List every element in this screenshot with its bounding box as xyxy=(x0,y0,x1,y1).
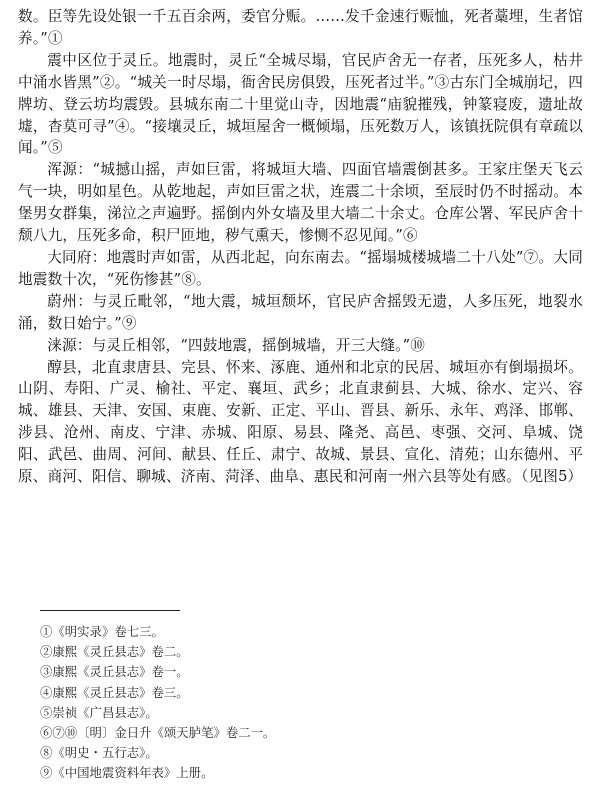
paragraph-1: 数。臣等先设处银一千五百余两，委官分赈。……发千金速行赈恤，死者藁埋，生者馆养。”① xyxy=(18,8,583,47)
main-text xyxy=(18,6,583,488)
footnote-6: ⑥⑦⑩〔明〕金日升《颂天胪笔》卷二一。 xyxy=(40,725,276,741)
footnote-8: ⑨《中国地震资料年表》上册。 xyxy=(40,765,214,781)
paragraph-4: 大同府：地震时声如雷，从西北起，向东南去。“摇塌城楼城墙二十八处”⑦。大同地震数十次，“死伤惨甚”⑧。 xyxy=(18,248,583,288)
paragraph-2: 震中区位于灵丘。地震时，灵丘“全城尽塌，官民庐舍无一存者，压死多人，枯井中涌水皆黑”②。“城关一时尽塌，衙舍民房俱毁，压死者过半。”③古东门全城崩圮，四牌坊、登云坊均震毁。县城东南二十里觉山寺，因地震“庙貌摧残，钟篆寝废，遗址故墟，杳莫可寻”④。“接壤灵丘，城垣屋舍一概倾塌，压死数万人，该镇抚院俱有章疏以闻。”⑤ xyxy=(18,51,583,157)
footnote-divider xyxy=(40,610,180,611)
footnote-4: ④康熙《灵丘县志》卷三。 xyxy=(40,684,189,700)
paragraph-6: 涞源：与灵丘相邻，“四鼓地震，摇倒城墙，开三大缝。”⑩ xyxy=(47,336,426,354)
footnote-1: ①《明实录》卷七三。 xyxy=(40,624,164,639)
paragraph-5: 蔚州：与灵丘毗邻，“地大震，城垣颓坏，官民庐舍摇毁无遗，人多压死，地裂水涌，数日始宁。”⑨ xyxy=(18,292,583,332)
paragraph-3: 浑源：“城撼山摇，声如巨雷，将城垣大墙、四面官墙震倒甚多。王家庄堡天飞云气一块，明如星色。从乾地起，声如巨雷之状，连震二十余顷，至辰时仍不时摇动。本堡男女群集，涕泣之声遍野。摇倒内外女墙及里大墙二十余丈。仓库公署、军民庐舍十颓八九，压死多命，积尸匝地，秽气熏天，惨恻不忍见闻。”⑥ xyxy=(18,161,583,245)
footnote-2: ②康熙《灵丘县志》卷二。 xyxy=(40,644,189,660)
footnote-7: ⑧《明史・五行志》。 xyxy=(40,745,158,761)
footnote-3: ③康熙《灵丘县志》卷一。 xyxy=(40,664,189,680)
footnote-5: ⑤崇祯《广昌县志》。 xyxy=(40,704,158,720)
footnotes xyxy=(40,622,560,784)
paragraph-7: 醇县，北直隶唐县、完县、怀来、涿鹿、通州和北京的民居、城垣亦有倒塌损坏。山阴、寿阳、广灵、榆社、平定、襄垣、武乡；北直隶蓟县、大城、徐水、定兴、容城、雄县、天津、安国、束鹿、安新、正定、平山、晋县、新乐、永年、鸡泽、邯郸、涉县、沧州、南皮、宁津、赤城、阳原、易县、隆尧、高邑、枣强、交河、阜城、饶阳、武邑、曲周、河间、献县、任丘、肃宁、故城、景县、宣化、清苑；山东德州、平原、商河、阳信、聊城、济南、菏泽、曲阜、惠民和河南一州六县等处有感。（见图5） xyxy=(18,358,583,486)
